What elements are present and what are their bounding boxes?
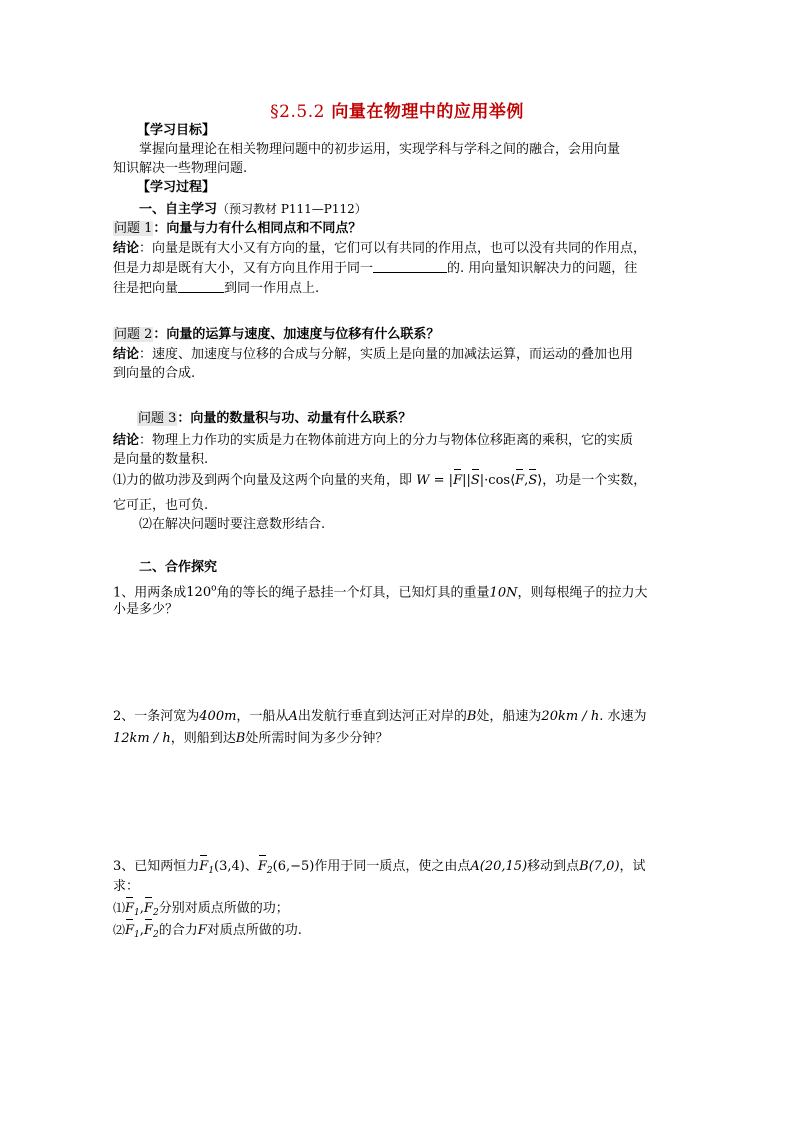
- q3-point-2: ⑵在解决问题时要注意数形结合.: [139, 517, 326, 532]
- page-title: [0, 97, 794, 122]
- q2-conclusion-line-2: 到向量的合成.: [113, 366, 196, 381]
- q2-conclusion-label: 结论: [113, 347, 140, 362]
- question-2-text: ：向量的运算与速度、加速度与位移有什么联系？: [153, 327, 440, 342]
- q3-point-1: [113, 471, 646, 491]
- q2-conclusion-line-1: [113, 345, 633, 365]
- exercise-1-line-1: [113, 579, 647, 603]
- question-1: [113, 219, 361, 239]
- ex2-point-b-2: B: [235, 731, 246, 746]
- ex3-point-a: A(20,15): [470, 859, 528, 874]
- q2-conclusion-text-1: ：速度、加速度与位移的合成与分解，实质上是向量的加减法运算，而运动的叠加也用: [139, 347, 634, 362]
- ex3-sub-2-text-a: 的合力: [158, 923, 198, 938]
- q3-point-1-text-b: ，功是一个实数，: [542, 473, 647, 488]
- question-3-label: 问题 3: [138, 411, 177, 426]
- q3-conclusion-line-2: 是向量的数量积.: [113, 452, 209, 467]
- ex3-force-1: $F_1(3,4)$: [199, 859, 245, 876]
- q1-answer-blank-1[interactable]: [373, 259, 447, 273]
- question-3: [137, 409, 411, 429]
- work-formula: W = |F||S|·cos⟨F,S⟩: [416, 473, 542, 488]
- q1-conclusion-label: 结论: [113, 241, 140, 256]
- section-number: §2.5.2: [270, 102, 325, 122]
- q1-conclusion-text-2b: 的. 用向量知识解决力的问题，往: [447, 261, 638, 276]
- ex3-sub-2-forces: $F_1,F_2$: [125, 923, 159, 940]
- ex2-text-d: 处，船速为: [476, 709, 542, 724]
- question-2-label: 问题 2: [114, 327, 153, 342]
- q1-answer-blank-2[interactable]: [178, 279, 224, 293]
- ex2-water-speed: 12km / h: [113, 731, 171, 746]
- ex3-sub-1-marker: ⑴: [113, 901, 126, 915]
- q3-point-1-line-2: 它可正，也可负.: [113, 498, 209, 513]
- ex1-text-b: 角的等长的绳子悬挂一个灯具，已知灯具的重量: [216, 585, 490, 601]
- question-2: [113, 325, 439, 345]
- q3-point-1-text-a: ⑴力的做功涉及到两个向量及这两个向量的夹角，即: [113, 473, 413, 488]
- q1-conclusion-text-1: ：向量是既有大小又有方向的量，它们可以有共同的作用点，也可以没有共同的作用点，: [139, 241, 647, 256]
- part1-note: （预习教材 P111—P112）: [217, 202, 367, 216]
- ex2-boat-speed: 20km / h: [541, 709, 600, 724]
- ex3-force-2: $F_2(6,-5)$: [257, 859, 315, 876]
- title-text: 向量在物理中的应用举例: [331, 102, 524, 122]
- ex2-text-b: ，一船从: [236, 709, 289, 724]
- goal-line-1: 掌握向量理论在相关物理问题中的初步运用，实现学科与学科之间的融合，会用向量: [139, 142, 621, 157]
- q3-conclusion-text-1: ：物理上力作功的实质是力在物体前进方向上的分力与物体位移距离的乘积，它的实质: [139, 433, 634, 448]
- ex2-text-g: 处所需时间为多少分钟？: [245, 731, 389, 746]
- q1-conclusion-text-2a: 但是力却是既有大小，又有方向且作用于同一: [113, 261, 374, 276]
- part2-heading: 二、合作探究: [139, 560, 218, 575]
- ex2-text-e: . 水速为: [599, 709, 647, 724]
- exercise-3-sub-2: [113, 920, 302, 945]
- question-1-label: 问题 1: [114, 221, 153, 236]
- ex3-sub-2-marker: ⑵: [113, 923, 126, 937]
- ex3-text-d: ，试: [619, 859, 646, 874]
- q1-conclusion-text-3b: 到同一作用点上.: [224, 281, 320, 296]
- ex2-point-a: A: [288, 709, 298, 724]
- ex3-sub-1-forces: $F_1,F_2$: [125, 901, 159, 918]
- q1-conclusion-line-3: [113, 279, 319, 299]
- ex1-text-a: 1、用两条成: [113, 585, 187, 601]
- ex2-text-c: 出发航行垂直到达河正对岸的: [297, 709, 467, 724]
- exercise-1-line-2: 小是多少？: [113, 602, 179, 617]
- ex3-sub-2-text-b: 对质点所做的功.: [206, 923, 302, 938]
- exercise-3-line-2: 求：: [113, 879, 140, 894]
- q3-conclusion-line-1: [113, 431, 633, 451]
- ex3-resultant-force: F: [197, 923, 207, 938]
- ex2-width: 400m: [199, 709, 237, 724]
- ex2-text-f: ，则船到达: [170, 731, 236, 746]
- exercise-2-line-1: [113, 707, 646, 727]
- process-heading: 【学习过程】: [137, 180, 216, 195]
- q1-conclusion-line-1: [113, 239, 646, 259]
- ex2-point-b: B: [466, 709, 477, 724]
- q1-conclusion-line-2: [113, 259, 637, 279]
- q3-conclusion-label: 结论: [113, 433, 140, 448]
- ex2-text-a: 2、一条河宽为: [113, 709, 200, 724]
- question-1-text: ：向量与力有什么相同点和不同点？: [153, 221, 362, 236]
- ex3-text-c: 移动到点: [527, 859, 580, 874]
- goal-line-2: 知识解决一些物理问题.: [113, 161, 248, 176]
- exercise-2-line-2: [113, 729, 388, 749]
- ex1-text-c: ，则每根绳子的拉力大: [517, 585, 648, 601]
- exercise-3-line-1: 3、已知两恒力$F_1(3,4)$、$F_2(6,-5)$作用于同一质点，使之由点A(20,15)移动到点B(7,0)，试: [113, 859, 646, 876]
- ex1-angle: 120$^o$: [186, 584, 217, 601]
- ex3-text-b: 作用于同一质点，使之由点: [314, 859, 471, 874]
- goal-heading: 【学习目标】: [137, 123, 216, 138]
- question-3-text: ：向量的数量积与功、动量有什么联系？: [177, 411, 412, 426]
- ex3-text-a: 3、已知两恒力: [113, 859, 200, 874]
- q1-conclusion-text-3a: 往是把向量: [113, 281, 179, 296]
- part1-heading: 一、自主学习: [139, 202, 218, 217]
- ex3-point-b: B(7,0): [579, 859, 620, 874]
- ex1-weight: 10N: [489, 585, 518, 601]
- ex3-sub-1-text: 分别对质点所做的功；: [158, 901, 289, 916]
- part1-heading-row: [139, 199, 367, 220]
